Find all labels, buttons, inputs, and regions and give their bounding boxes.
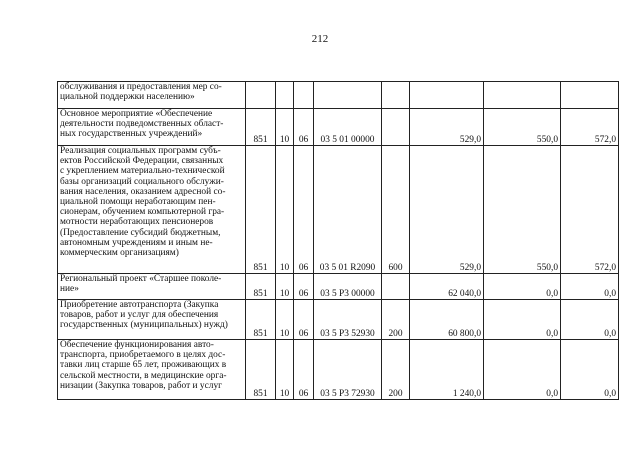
cell-subsection: 06 [294,146,314,274]
row-name-line: циальной поддержки населению» [60,92,195,103]
row-name-line: циальной помощи неработающим пен- [60,197,216,208]
cell-year2 [484,82,561,109]
row-name-line: ектов Российской Федерации, связанных [60,156,224,167]
cell-section [276,82,294,109]
cell-expense-type [382,274,410,300]
cell-target-article: 03 5 P3 72930 [314,340,382,400]
row-name [58,109,246,146]
cell-section: 10 [276,109,294,146]
cell-section: 10 [276,146,294,274]
table-row [58,109,619,146]
row-name-line: Региональный проект «Старшее поколе- [60,274,222,284]
row-name-line: вания населения, оказанием адресной со- [60,186,226,197]
cell-expense-type [382,82,410,109]
cell-section: 10 [276,274,294,300]
cell-expense-type [382,109,410,146]
row-name-line: автономным учреждениям и иным не- [60,237,213,248]
row-name-line: деятельности подведомственных област- [60,119,224,130]
cell-year2: 0,0 [484,340,561,400]
table-row [58,274,619,300]
cell-grbs: 851 [246,274,276,300]
cell-section: 10 [276,300,294,340]
row-name-line: ние» [60,284,79,295]
table-row [58,340,619,400]
cell-grbs: 851 [246,340,276,400]
row-name-line: Приобретение автотранспорта (Закупка [60,300,219,310]
cell-year1: 529,0 [410,146,484,274]
cell-grbs [246,82,276,109]
cell-year3: 572,0 [561,146,619,274]
cell-target-article: 03 5 01 R2090 [314,146,382,274]
cell-expense-type: 200 [382,300,410,340]
row-name [58,340,246,400]
row-name-line: тавки лиц старше 65 лет, проживающих в [60,360,227,371]
row-name-line: Основное мероприятие «Обеспечение [60,109,213,119]
cell-year3: 0,0 [561,274,619,300]
row-name [58,146,246,274]
row-name-line: с укреплением материально-технической [60,166,225,177]
cell-year1: 60 800,0 [410,300,484,340]
cell-year1: 529,0 [410,109,484,146]
cell-section: 10 [276,340,294,400]
cell-subsection: 06 [294,300,314,340]
row-name-line: (Предоставление субсидий бюджетным, [60,227,221,238]
cell-grbs: 851 [246,146,276,274]
row-name-line: товаров, работ и услуг для обеспечения [60,310,219,321]
cell-year3: 0,0 [561,300,619,340]
row-name-line: ных государственных учреждений» [60,129,203,140]
cell-target-article: 03 5 P3 00000 [314,274,382,300]
cell-expense-type: 600 [382,146,410,274]
cell-year3 [561,82,619,109]
row-name [58,82,246,109]
budget-table [57,81,619,400]
cell-target-article: 03 5 P3 52930 [314,300,382,340]
table-row [58,146,619,274]
cell-year2: 0,0 [484,300,561,340]
row-name-line: мотности неработающих пенсионеров [60,217,214,228]
cell-subsection: 06 [294,109,314,146]
cell-grbs: 851 [246,300,276,340]
row-name-line: сионерам, обучением компьютерной гра- [60,207,225,218]
row-name-line: Реализация социальных программ субъ- [60,146,221,156]
row-name-line: государственных (муниципальных) нужд) [60,320,228,331]
row-name [58,300,246,340]
cell-year1 [410,82,484,109]
row-name [58,274,246,300]
cell-subsection: 06 [294,274,314,300]
cell-year2: 0,0 [484,274,561,300]
table-row [58,300,619,340]
cell-year2: 550,0 [484,146,561,274]
row-name-line: транспорта, приобретаемого в целях дос- [60,350,226,361]
row-name-line: сельской местности, в медицинские орга- [60,370,227,381]
row-name-line: низации (Закупка товаров, работ и услуг [60,380,222,391]
table-body [58,82,619,400]
cell-subsection [294,82,314,109]
row-name-line: обслуживания и предоставления мер со- [60,82,222,92]
cell-year3: 572,0 [561,109,619,146]
row-name-line: коммерческим организациям) [60,248,179,259]
cell-year2: 550,0 [484,109,561,146]
cell-year1: 62 040,0 [410,274,484,300]
cell-expense-type: 200 [382,340,410,400]
cell-subsection: 06 [294,340,314,400]
cell-target-article: 03 5 01 00000 [314,109,382,146]
table-row [58,82,619,109]
cell-grbs: 851 [246,109,276,146]
cell-year1: 1 240,0 [410,340,484,400]
cell-year3: 0,0 [561,340,619,400]
page-number: 212 [311,33,329,45]
row-name-line: Обеспечение функционирования авто- [60,340,214,350]
row-name-line: базы организаций социального обслужи- [60,176,224,187]
cell-target-article [314,82,382,109]
